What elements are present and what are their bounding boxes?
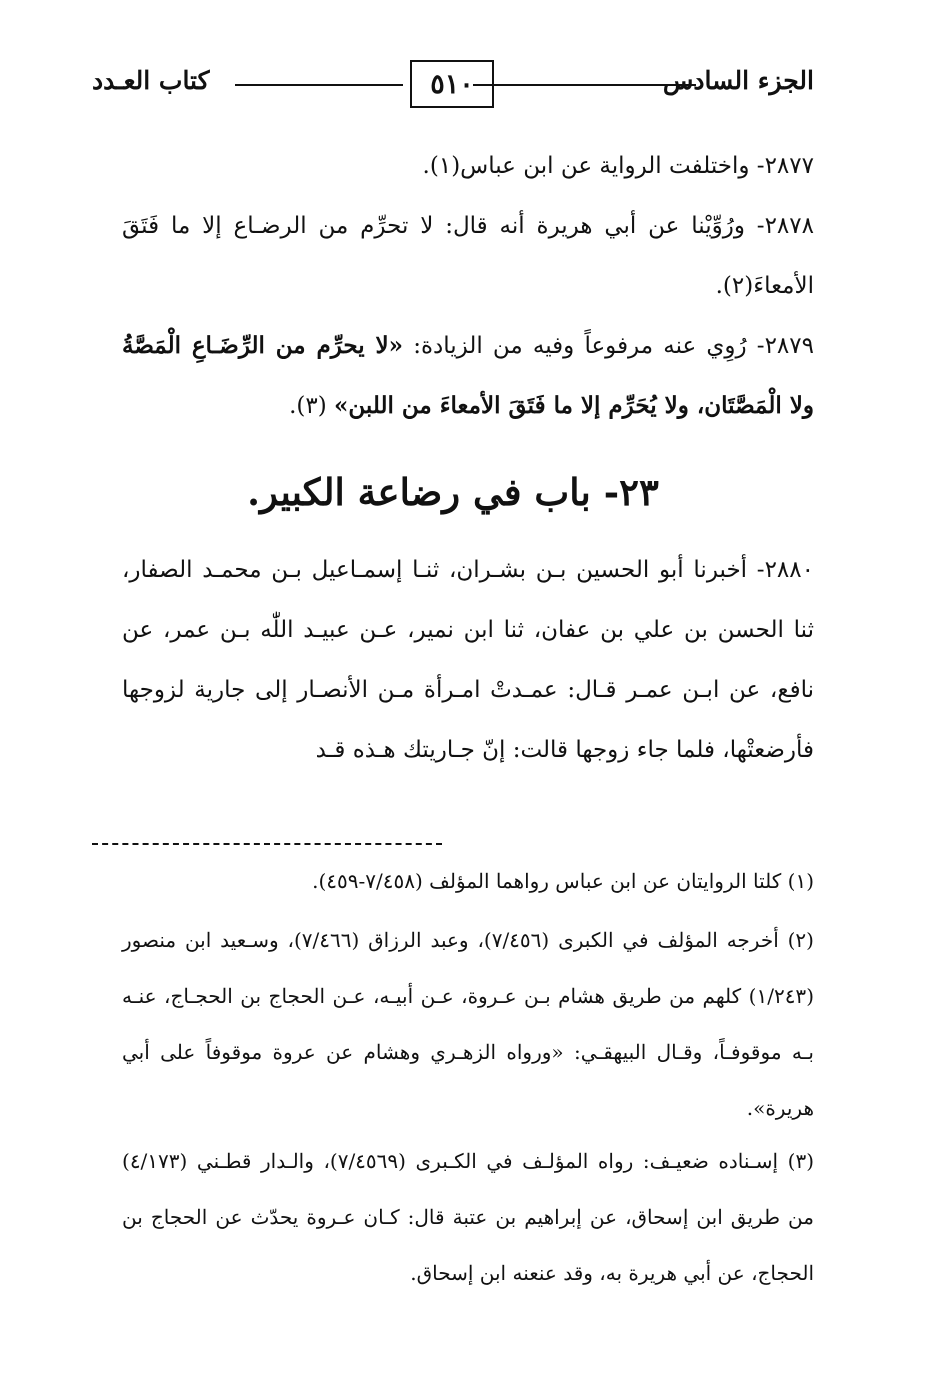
paragraph-2878: ٢٨٧٨- ورُوِّيْنا عن أبي هريرة أنه قال: لا تحرِّم من الرضـاع إلا ما فَتَقَ الأمعاءَ(٢).	[122, 213, 814, 299]
header-rule-left	[235, 84, 403, 86]
footnote-2: (٢) أخرجه المؤلف في الكبرى (٧/٤٥٦)، وعبد الرزاق (٧/٤٦٦)، وسـعيد ابن منصور (١/٢٤٣) كلهم من طريق هشام بـن عـروة، عـن أبيـه، عـن الحجاج بن الحجـاج، عنـه بـه موقوفـاً، وقـال البيهقـي: «ورواه الزهـري وهشام عن عروة موقوفاً على أبي هريرة».	[122, 928, 814, 1120]
page-header	[92, 60, 814, 110]
chapter-heading: ٢٣- باب في رضاعة الكبير.	[247, 470, 659, 514]
footnote-separator	[92, 830, 814, 849]
page-number: ٥١٠	[410, 60, 494, 108]
paragraph-2880: ٢٨٨٠- أخبرنا أبو الحسين بـن بشـران، ثنـا إسمـاعيل بـن محمـد الصفار، ثنا الحسن بن علي بن عفان، ثنا ابن نمير، عـن عبيـد اللّٰه بـن عمر، عن نافع، عن ابـن عمـر قـال: عمـدتْ امـرأة مـن الأنصـار إلى جارية لزوجها فأرضعتْها، فلما جاء زوجها قالت: إنّ جـاريتك هـذه قـد	[122, 557, 814, 763]
header-rule-right	[473, 84, 696, 86]
book-title: كتاب العـدد	[92, 66, 210, 95]
volume-title: الجزء السادس	[662, 66, 814, 95]
footnote-3: (٣) إسـناده ضعيـف: رواه المؤلـف في الكـبرى (٧/٤٥٦٩)، والـدار قطـني (٤/١٧٣) من طريق ابن إسحاق، عن إبراهيم بن عتبة قال: كـان عـروة يحدّث عن الحجاج بن الحجاج، عن أبي هريرة به، وقد عنعنه ابن إسحاق.	[122, 1149, 814, 1285]
footnote-1: (١) كلتا الروايتان عن ابن عباس رواهما المؤلف (٧/٤٥٨-٤٥٩).	[312, 869, 814, 893]
footnote-ref-3: (٣).	[289, 393, 335, 419]
hadith-quote: «لا يحرِّم من الرِّضَـاعِ الْمَصَّةُ ولا الْمَصَّتَان، ولا يُحَرِّم إلا ما فَتَقَ الأمعاءَ من اللبن»	[122, 332, 814, 419]
paragraph-2877: ٢٨٧٧- واختلفت الرواية عن ابن عباس(١).	[422, 153, 814, 179]
paragraph-2879	[122, 316, 814, 436]
paragraph-2879-intro: ٢٨٧٩- رُوِي عنه مرفوعاً وفيه من الزيادة:	[403, 333, 814, 359]
